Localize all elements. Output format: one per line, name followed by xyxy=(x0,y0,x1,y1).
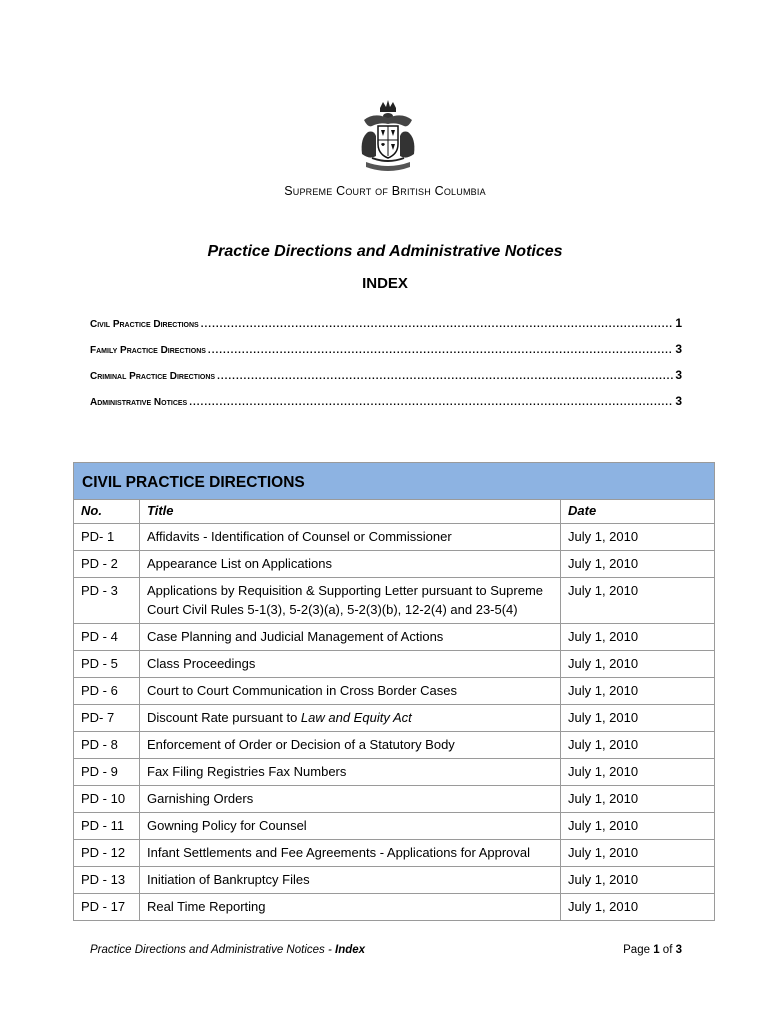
cell-date: July 1, 2010 xyxy=(561,732,715,759)
cell-date: July 1, 2010 xyxy=(561,813,715,840)
cell-no: PD - 11 xyxy=(74,813,140,840)
table-row xyxy=(74,894,715,921)
cell-date: July 1, 2010 xyxy=(561,705,715,732)
page-label: Page xyxy=(623,944,654,956)
column-header-no: No. xyxy=(74,500,140,524)
coat-of-arms-icon xyxy=(350,98,426,174)
cell-no: PD - 5 xyxy=(74,651,140,678)
cell-title: Initiation of Bankruptcy Files xyxy=(140,867,561,894)
table-row xyxy=(74,551,715,578)
cell-title: Case Planning and Judicial Management of Actions xyxy=(140,624,561,651)
cell-date: July 1, 2010 xyxy=(561,759,715,786)
table-row xyxy=(74,524,715,551)
cell-title: Infant Settlements and Fee Agreements - Applications for Approval xyxy=(140,840,561,867)
cell-no: PD - 9 xyxy=(74,759,140,786)
toc-leader-dots xyxy=(217,371,673,382)
cell-date: July 1, 2010 xyxy=(561,867,715,894)
cell-no: PD - 6 xyxy=(74,678,140,705)
cell-title: Real Time Reporting xyxy=(140,894,561,921)
page-of: of xyxy=(659,944,676,956)
table-row xyxy=(74,651,715,678)
civil-practice-directions-table xyxy=(73,462,715,921)
toc-entry-criminal[interactable] xyxy=(90,368,682,394)
cell-title: Garnishing Orders xyxy=(140,786,561,813)
cell-no: PD- 1 xyxy=(74,524,140,551)
footer-document-name xyxy=(90,944,365,956)
table-row xyxy=(74,840,715,867)
cell-no: PD - 3 xyxy=(74,578,140,624)
table-row xyxy=(74,732,715,759)
cell-title: Court to Court Communication in Cross Border Cases xyxy=(140,678,561,705)
cell-title: Applications by Requisition & Supporting Letter pursuant to Supreme Court Civil Rules 5-1(3), 5-2(3)(a), 5-2(3)(b), 12-2(4) and 23-5(4) xyxy=(140,578,561,624)
cell-title xyxy=(140,705,561,732)
cell-no: PD - 10 xyxy=(74,786,140,813)
toc-entry-civil[interactable] xyxy=(90,316,682,342)
table-row xyxy=(74,813,715,840)
cell-no: PD - 8 xyxy=(74,732,140,759)
table-row xyxy=(74,867,715,894)
cell-date: July 1, 2010 xyxy=(561,524,715,551)
column-header-date: Date xyxy=(561,500,715,524)
toc-leader-dots xyxy=(201,319,674,330)
cell-title: Appearance List on Applications xyxy=(140,551,561,578)
toc-entry-label: Civil Practice Directions xyxy=(90,319,199,330)
cell-date: July 1, 2010 xyxy=(561,578,715,624)
cell-no: PD - 17 xyxy=(74,894,140,921)
toc-leader-dots xyxy=(208,345,673,356)
cell-no: PD - 2 xyxy=(74,551,140,578)
table-row xyxy=(74,624,715,651)
cell-date: July 1, 2010 xyxy=(561,678,715,705)
cell-title-text: Discount Rate pursuant to xyxy=(147,710,301,725)
cell-date: July 1, 2010 xyxy=(561,894,715,921)
table-row xyxy=(74,705,715,732)
footer-document-title: Practice Directions and Administrative Notices - xyxy=(90,944,335,956)
cell-title: Gowning Policy for Counsel xyxy=(140,813,561,840)
page-current: 1 xyxy=(653,944,660,956)
toc-leader-dots xyxy=(189,397,673,408)
cell-title: Affidavits - Identification of Counsel or Commissioner xyxy=(140,524,561,551)
table-row xyxy=(74,759,715,786)
toc-entry-page: 1 xyxy=(675,316,682,330)
toc-entry-label: Criminal Practice Directions xyxy=(90,371,216,382)
table-row xyxy=(74,786,715,813)
cell-date: July 1, 2010 xyxy=(561,651,715,678)
cell-date: July 1, 2010 xyxy=(561,624,715,651)
table-row xyxy=(74,578,715,624)
toc-entry-page: 3 xyxy=(675,394,682,408)
toc-entry-page: 3 xyxy=(675,368,682,382)
toc-entry-administrative[interactable] xyxy=(90,394,682,420)
cell-title-act-name: Law and Equity Act xyxy=(300,710,412,725)
page-total: 3 xyxy=(675,944,682,956)
table-of-contents xyxy=(90,316,682,420)
cell-title: Fax Filing Registries Fax Numbers xyxy=(140,759,561,786)
table-row xyxy=(74,678,715,705)
cell-no: PD - 4 xyxy=(74,624,140,651)
cell-date: July 1, 2010 xyxy=(561,551,715,578)
column-header-title: Title xyxy=(140,500,561,524)
document-title: Practice Directions and Administrative Notices xyxy=(207,243,563,260)
cell-no: PD- 7 xyxy=(74,705,140,732)
court-name: Supreme Court of British Columbia xyxy=(284,184,486,198)
toc-entry-label: Family Practice Directions xyxy=(90,345,206,356)
toc-entry-label: Administrative Notices xyxy=(90,397,188,408)
page-number xyxy=(623,944,682,956)
section-title: CIVIL PRACTICE DIRECTIONS xyxy=(74,463,715,500)
cell-date: July 1, 2010 xyxy=(561,786,715,813)
cell-no: PD - 12 xyxy=(74,840,140,867)
page-footer xyxy=(90,944,682,956)
cell-title: Enforcement of Order or Decision of a Statutory Body xyxy=(140,732,561,759)
toc-entry-family[interactable] xyxy=(90,342,682,368)
toc-entry-page: 3 xyxy=(675,342,682,356)
footer-index-label: Index xyxy=(335,944,366,956)
cell-no: PD - 13 xyxy=(74,867,140,894)
cell-date: July 1, 2010 xyxy=(561,840,715,867)
cell-title: Class Proceedings xyxy=(140,651,561,678)
index-heading: INDEX xyxy=(362,275,408,292)
